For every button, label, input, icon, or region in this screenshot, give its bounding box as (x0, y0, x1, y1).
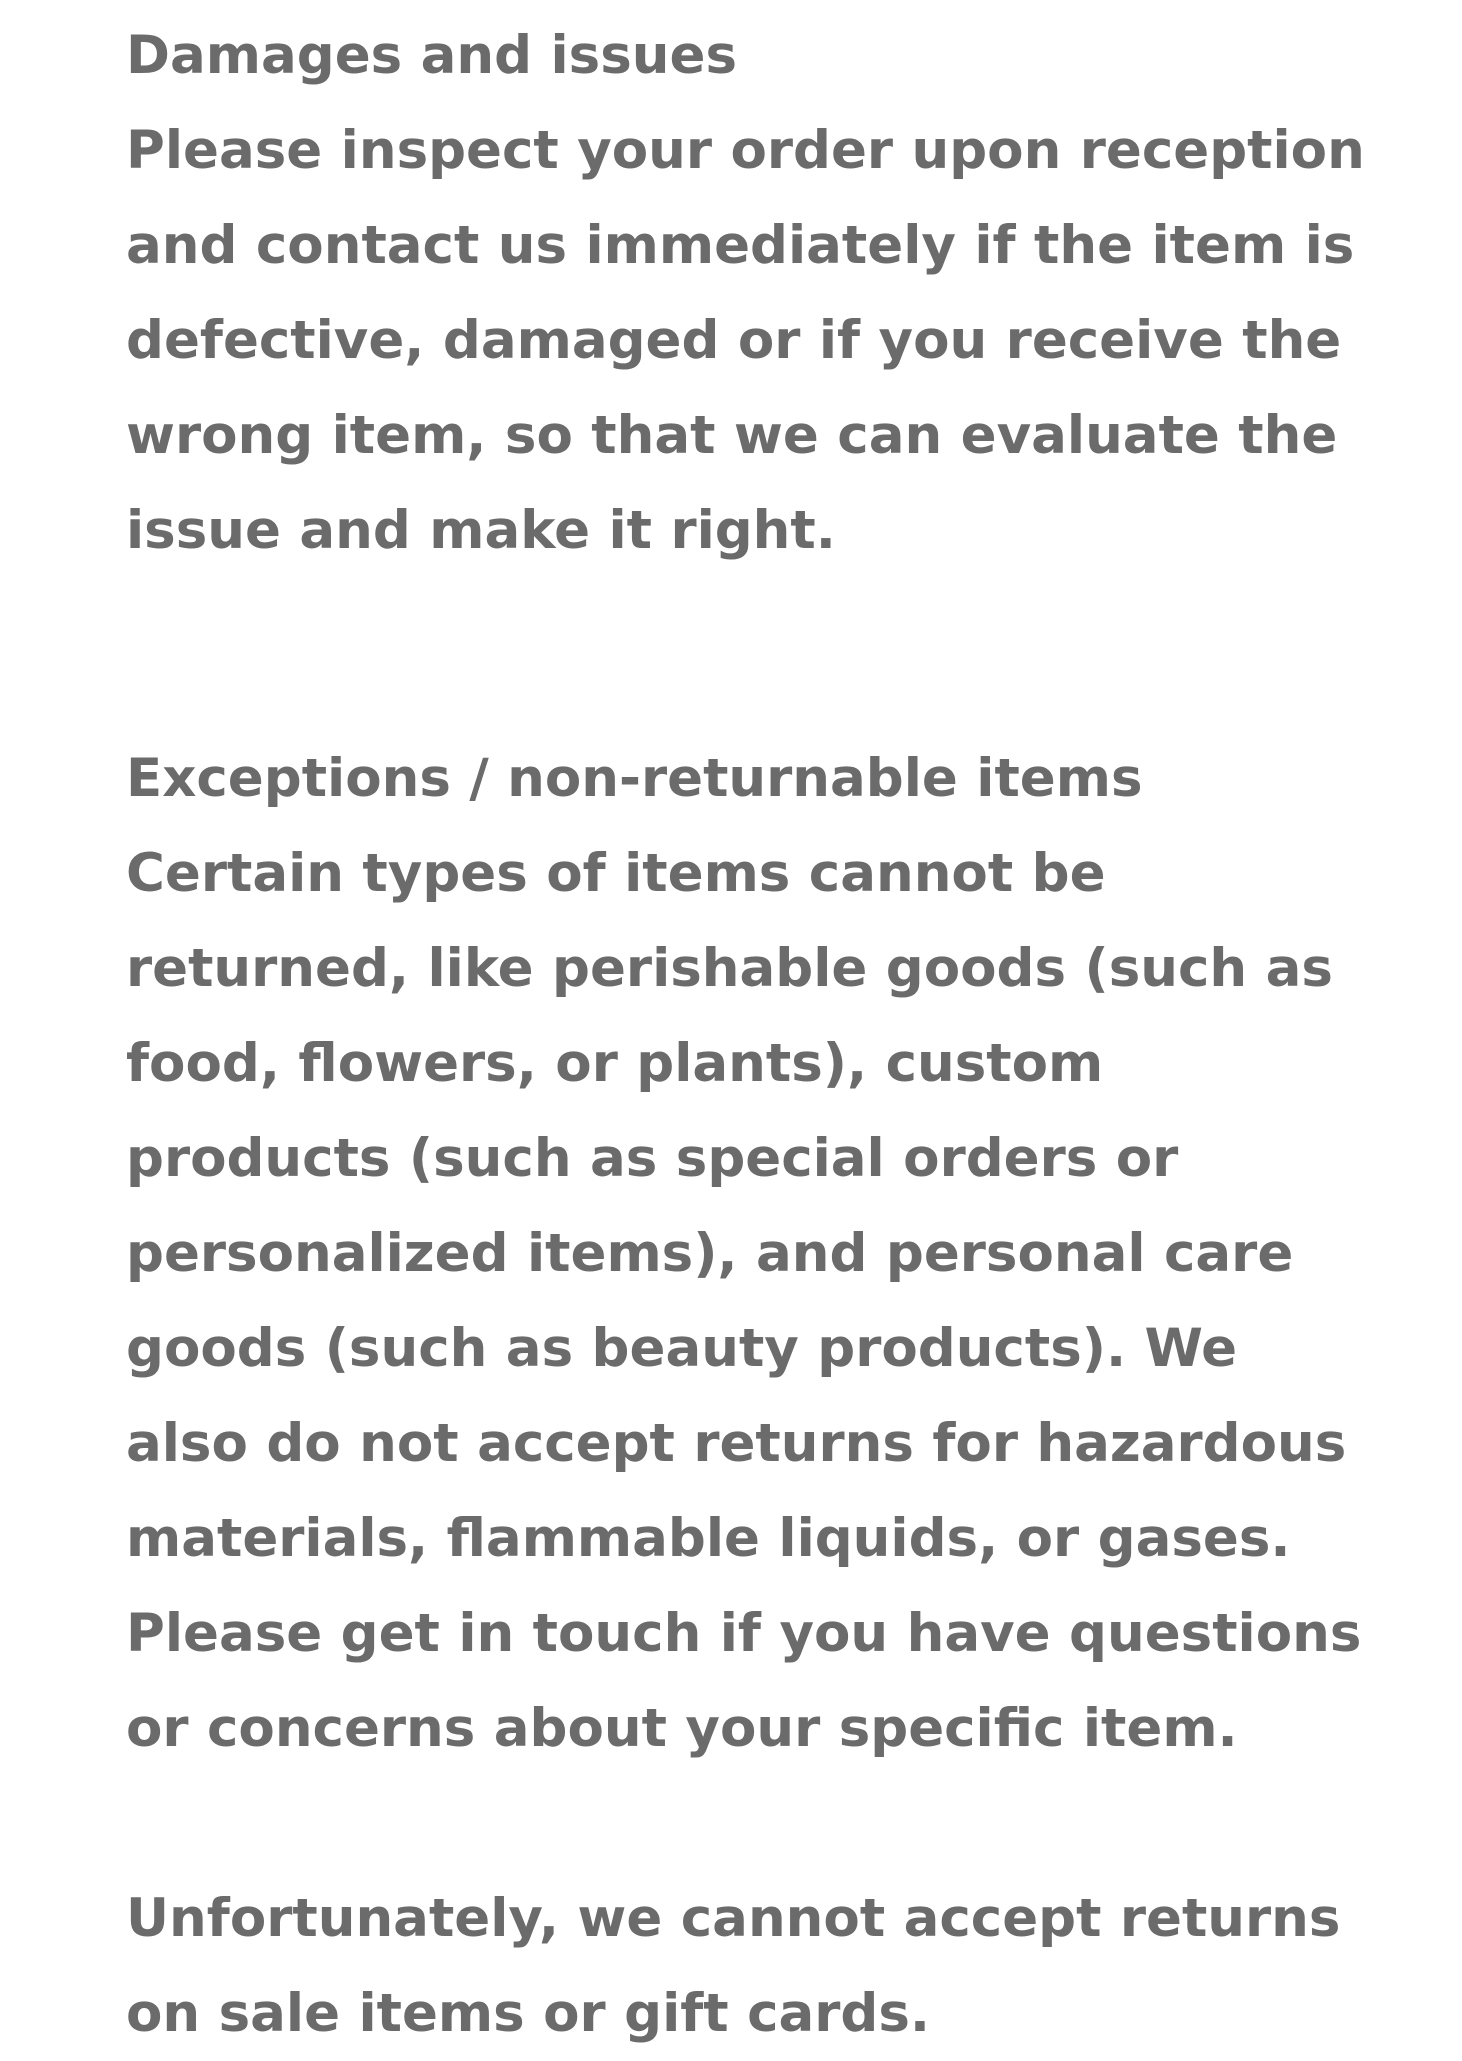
exceptions-section (126, 731, 1376, 1776)
sale-items-note: Unfortunately, we cannot accept returns on sale items or gift cards. (126, 1888, 1341, 2044)
paragraph-spacer (126, 1776, 1376, 1871)
exceptions-heading: Exceptions / non-returnable items (126, 748, 1143, 809)
section-spacer (126, 578, 1376, 731)
policy-content (126, 8, 1376, 2061)
damages-heading: Damages and issues (126, 25, 738, 86)
exceptions-text: Certain types of items cannot be returned, like perishable goods (such as food, flowers, or plants), custom products (such as special orders or personalized items), and personal care goods (such as beauty products). We also do not accept returns for hazardous materials, flammable liquids, or gases. Please get in touch if you have questions or concerns about your specific item. (126, 843, 1362, 1759)
damages-text: Please inspect your order upon reception and contact us immediately if the item is defective, damaged or if you receive the wrong item, so that we can evaluate the issue and make it right. (126, 120, 1365, 561)
damages-section (126, 8, 1376, 578)
